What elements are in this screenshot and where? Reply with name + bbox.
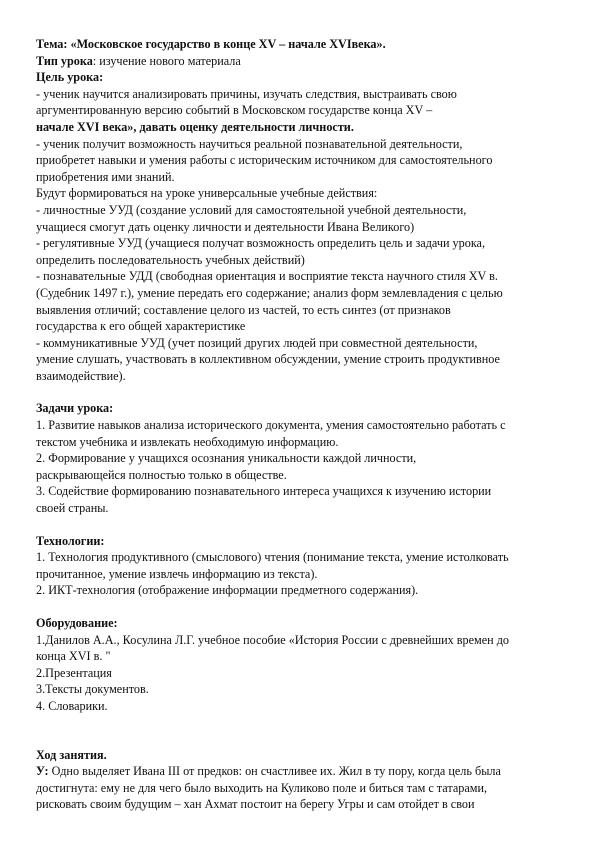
- document-page: [36, 36, 560, 813]
- spacer: [36, 715, 560, 747]
- technology-line: 2. ИКТ-технология (отображение информации предметного содержания).: [36, 583, 419, 598]
- technologies-title: Технологии:: [36, 533, 105, 548]
- lesson-line: [36, 763, 560, 780]
- lesson-line: рисковать своим будущим – хан Ахмат постоит на берегу Угры и сам отойдет в свои: [36, 797, 475, 812]
- task-line: раскрывающейся полностью только в обществе.: [36, 467, 287, 482]
- equipment-line: 1.Данилов А.А., Косулина Л.Г. учебное пособие «История России с древнейших времен до: [36, 632, 509, 647]
- lesson-line: достигнута: ему не для чего было выходить на Куликово поле и биться там с татарами,: [36, 780, 488, 795]
- goal-line: начале XVI века», давать оценку деятельности личности.: [36, 119, 354, 134]
- lesson-type-label: Тип урока: [36, 53, 93, 68]
- goal-line: - ученик получит возможность научиться реальной познавательной деятельности,: [36, 136, 463, 151]
- goal-line: государства к его общей характеристике: [36, 319, 246, 334]
- equipment-line: 4. Словарики.: [36, 698, 108, 713]
- lesson-course-title: Ход занятия.: [36, 747, 107, 762]
- goal-line: учащиеся смогут дать оценку личности и деятельности Ивана Великого): [36, 219, 415, 234]
- goal-line: определить последовательность учебных действий): [36, 252, 305, 267]
- goal-title: Цель урока:: [36, 70, 104, 85]
- equipment-title: Оборудование:: [36, 616, 118, 630]
- tasks-title: Задачи урока:: [36, 401, 114, 416]
- task-line: своей страны.: [36, 501, 109, 516]
- goal-line: - коммуникативные УУД (учет позиций других людей при совместной деятельности,: [36, 335, 478, 350]
- spacer: [36, 384, 560, 400]
- teacher-speaker-label: У:: [36, 764, 49, 779]
- equipment-line: 3.Тексты документов.: [36, 682, 149, 697]
- goal-line: (Судебник 1497 г.), умение передать его содержание; анализ форм землевладения с целью: [36, 285, 503, 300]
- lesson-type-value: : изучение нового материала: [92, 53, 241, 68]
- goal-line: - регулятивные УУД (учащиеся получат возможность определить цель и задачи урока,: [36, 236, 486, 251]
- task-line: 2. Формирование у учащихся осознания уникальности каждой личности,: [36, 451, 417, 466]
- spacer: [36, 599, 560, 615]
- lesson-type: [36, 53, 560, 70]
- technology-line: 1. Технология продуктивного (смыслового) чтения (понимание текста, умение истолковать: [36, 550, 509, 565]
- spacer: [36, 517, 560, 533]
- task-line: текстом учебника и извлекать необходимую информацию.: [36, 434, 339, 449]
- goal-line: аргументированную версию событий в Московском государстве конца XV –: [36, 103, 433, 118]
- task-line: 1. Развитие навыков анализа исторического документа, умения самостоятельно работать с: [36, 418, 506, 433]
- goal-line: - ученик научится анализировать причины, изучать следствия, выстраивать свою: [36, 86, 457, 101]
- goal-line: выявления отличий; составление целого из частей, то есть синтез (от признаков: [36, 302, 451, 317]
- goal-line: приобретет навыки и умения работы с историческим источником для самостоятельного: [36, 153, 493, 168]
- equipment-line: конца XVI в. ": [36, 649, 111, 664]
- task-line: 3. Содействие формированию познавательного интереса учащихся к изучению истории: [36, 484, 492, 499]
- goal-line: Будут формироваться на уроке универсальные учебные действия:: [36, 186, 378, 201]
- goal-line: - личностные УУД (создание условий для самостоятельной учебной деятельности,: [36, 202, 467, 217]
- goal-line: приобретения ими знаний.: [36, 169, 175, 184]
- goal-line: - познавательные УДД (свободная ориентация и восприятие текста научного стиля XV в.: [36, 269, 498, 284]
- technology-line: прочитанное, умение извлечь информацию из текста).: [36, 566, 318, 581]
- equipment-line: 2.Презентация: [36, 665, 112, 680]
- lesson-line-text: Одно выделяет Ивана III от предков: он счастливее их. Жил в ту пору, когда цель была: [48, 764, 501, 779]
- goal-line: умение слушать, участвовать в коллективном обсуждении, умение строить продуктивное: [36, 352, 500, 367]
- goal-block: [36, 86, 560, 385]
- goal-line: взаимодействие).: [36, 368, 126, 383]
- lesson-theme: Тема: «Московское государство в конце XV – начале XVIвека».: [36, 37, 386, 51]
